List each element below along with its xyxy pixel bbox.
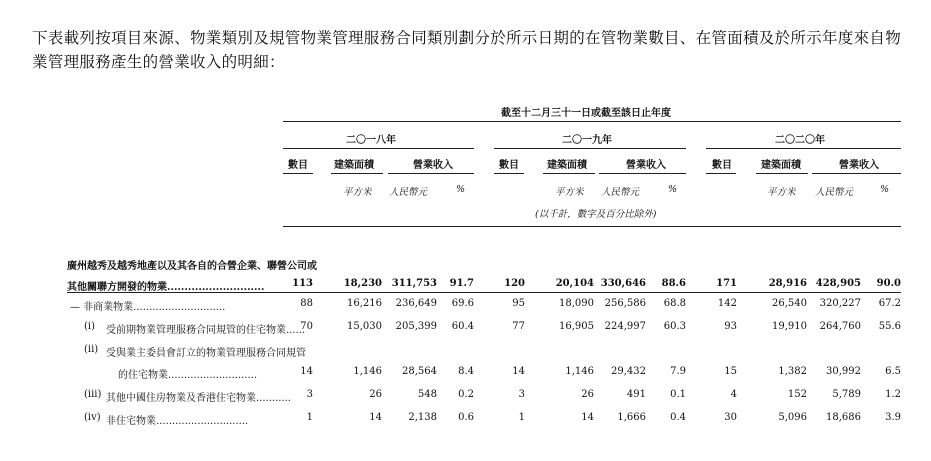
col-revenue-2019: 營業收入	[626, 160, 666, 171]
cell-value: 26,540	[772, 298, 807, 309]
col-revenue-2018: 營業收入	[413, 160, 453, 171]
cell-value: 26	[369, 389, 382, 400]
cell-value: 69.6	[451, 298, 474, 309]
cell-value: 3	[306, 389, 313, 400]
header-rule	[283, 121, 901, 122]
cell-value: 0.6	[458, 412, 474, 423]
cell-value: 29,432	[611, 366, 646, 377]
unit-pct-2019: %	[668, 184, 678, 195]
cell-value: 113	[292, 278, 313, 289]
cell-value: 14	[581, 412, 594, 423]
intro-paragraph: 下表載列按項目來源、物業類別及規管物業管理服務合同類別劃分於所示日期的在管物業數目、在管面積及於所示年度來自物業管理服務產生的營業收入的明細：	[32, 29, 902, 71]
cell-value: 14	[369, 412, 382, 423]
unit-rmb-2018: 人民幣元	[389, 187, 428, 198]
unit-sqm-2018: 平方米	[343, 187, 372, 198]
cell-value: 70	[300, 321, 313, 332]
units-rule	[283, 226, 901, 227]
cell-value: 320,227	[819, 298, 861, 309]
cell-value: 3	[518, 389, 525, 400]
cell-value: 5,096	[778, 412, 807, 423]
cell-value: 95	[512, 298, 525, 309]
group-label: 廣州越秀及越秀地產以及其各自的合營企業、聯營公司或	[67, 261, 317, 272]
row-marker: (i)	[84, 321, 96, 332]
cell-value: 264,760	[819, 321, 861, 332]
unit-pct-2018: %	[456, 184, 466, 195]
cell-value: 1,146	[353, 366, 382, 377]
cell-value: 6.5	[885, 366, 901, 377]
col-rule	[494, 173, 524, 174]
cell-value: 236,649	[395, 298, 437, 309]
col-rule	[388, 173, 474, 174]
cell-value: 18,230	[343, 278, 382, 289]
cell-value: 7.9	[670, 366, 686, 377]
cell-value: 0.4	[670, 412, 686, 423]
cell-value: 1,666	[617, 412, 646, 423]
cell-value: 311,753	[391, 278, 437, 289]
year-2020: 二〇二〇年	[775, 135, 825, 146]
cell-value: 68.8	[663, 298, 686, 309]
cell-value: 19,910	[772, 321, 807, 332]
col-rule	[543, 173, 595, 174]
cell-value: 1,382	[778, 366, 807, 377]
cell-value: 171	[716, 278, 737, 289]
row-label: 受前期物業管理服務合同規管的住宅物業......	[106, 325, 306, 336]
cell-value: 256,586	[604, 298, 646, 309]
unit-note: (以千計，數字及百分比除外)	[535, 209, 657, 220]
cell-value: 16,905	[559, 321, 594, 332]
year-2018: 二〇一八年	[346, 135, 396, 146]
cell-value: 60.3	[663, 321, 686, 332]
row-marker: (ii)	[84, 344, 99, 355]
cell-value: 0.1	[670, 389, 686, 400]
cell-value: 18,686	[826, 412, 861, 423]
row-marker: (iv)	[84, 412, 101, 423]
cell-value: 28,916	[768, 278, 807, 289]
col-revenue-2020: 營業收入	[839, 160, 879, 171]
col-area-2020: 建築面積	[761, 160, 801, 171]
cell-value: 16,216	[347, 298, 382, 309]
unit-rmb-2020: 人民幣元	[815, 187, 854, 198]
unit-pct-2020: %	[880, 184, 890, 195]
cell-value: 142	[717, 298, 737, 309]
cell-value: 30	[724, 412, 737, 423]
col-rule	[756, 173, 808, 174]
row-marker: (iii)	[84, 389, 102, 400]
col-rule	[331, 173, 383, 174]
cell-value: 152	[787, 389, 807, 400]
col-count-2018: 數目	[288, 160, 308, 171]
col-count-2019: 數目	[499, 160, 519, 171]
cell-value: 428,905	[815, 278, 861, 289]
row-label: 其他中國住房物業及香港住宅物業...........	[106, 393, 291, 404]
cell-value: 548	[417, 389, 437, 400]
col-count-2020: 數目	[712, 160, 732, 171]
cell-value: 91.7	[449, 278, 474, 289]
cell-value: 1	[518, 412, 525, 423]
year-2019: 二〇一九年	[562, 135, 612, 146]
cell-value: 77	[512, 321, 525, 332]
cell-value: 2,138	[408, 412, 437, 423]
cell-value: 491	[626, 389, 646, 400]
cell-value: 8.4	[458, 366, 474, 377]
cell-value: 14	[300, 366, 313, 377]
cell-value: 90.0	[876, 278, 901, 289]
row-label: 其他關聯方開發的物業............................	[67, 282, 265, 293]
year-rule-2020	[706, 148, 901, 149]
unit-rmb-2019: 人民幣元	[601, 187, 640, 198]
cell-value: 1,146	[565, 366, 594, 377]
cell-value: 18,090	[559, 298, 594, 309]
cell-value: 88	[300, 298, 313, 309]
cell-value: 14	[512, 366, 525, 377]
row-label-cont: 的住宅物業............................	[118, 370, 258, 381]
row-label: 非住宅物業.............................	[106, 416, 249, 427]
cell-value: 205,399	[395, 321, 437, 332]
group-total-rule	[67, 292, 901, 293]
cell-value: 1.2	[885, 389, 901, 400]
year-rule-2019	[494, 148, 686, 149]
cell-value: 28,564	[402, 366, 437, 377]
cell-value: 60.4	[451, 321, 474, 332]
year-rule-2018	[283, 148, 474, 149]
cell-value: 67.2	[878, 298, 901, 309]
col-rule	[812, 173, 901, 174]
cell-value: 30,992	[826, 366, 861, 377]
cell-value: 120	[504, 278, 525, 289]
period-header: 截至十二月三十一日或截至該日止年度	[501, 108, 671, 119]
unit-sqm-2019: 平方米	[555, 187, 584, 198]
cell-value: 88.6	[661, 278, 686, 289]
cell-value: 93	[724, 321, 737, 332]
col-area-2018: 建築面積	[334, 160, 374, 171]
cell-value: 20,104	[555, 278, 594, 289]
cell-value: 26	[581, 389, 594, 400]
cell-value: 330,646	[600, 278, 646, 289]
cell-value: 5,789	[832, 389, 861, 400]
cell-value: 224,997	[604, 321, 646, 332]
unit-sqm-2020: 平方米	[767, 187, 796, 198]
cell-value: 1	[306, 412, 313, 423]
cell-value: 4	[730, 389, 737, 400]
cell-value: 15	[724, 366, 737, 377]
col-area-2019: 建築面積	[547, 160, 587, 171]
cell-value: 3.9	[885, 412, 901, 423]
cell-value: 15,030	[347, 321, 382, 332]
col-rule	[599, 173, 686, 174]
cell-value: 55.6	[878, 321, 901, 332]
row-label: — 非商業物業.............................	[70, 302, 226, 313]
row-label: 受與業主委員會訂立的物業管理服務合同規管	[106, 348, 306, 359]
cell-value: 0.2	[458, 389, 474, 400]
col-rule	[283, 173, 313, 174]
col-rule	[706, 173, 736, 174]
